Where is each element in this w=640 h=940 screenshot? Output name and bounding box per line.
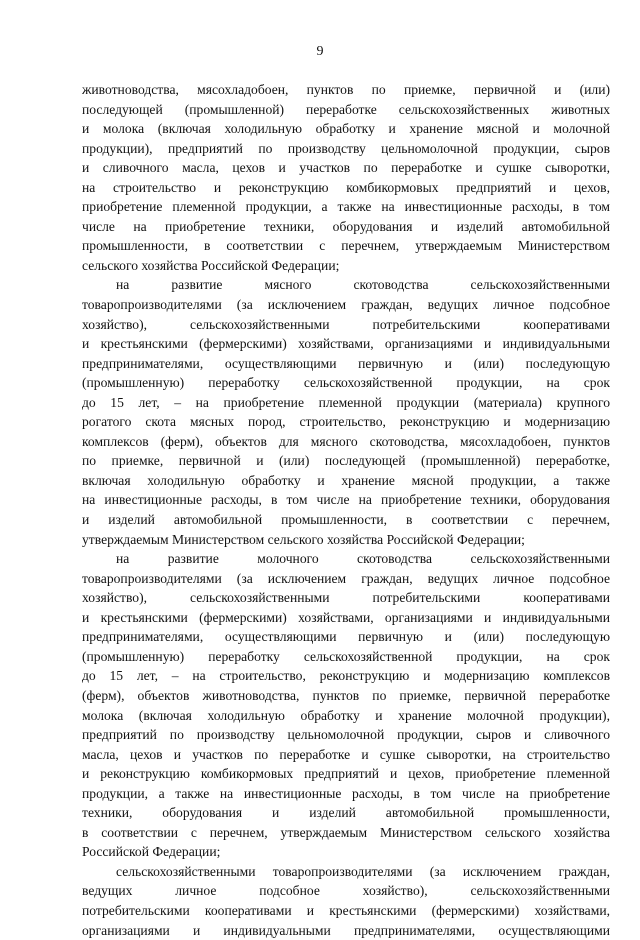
text-line: животноводства, мясохладобоен, пунктов по приемке, первичной и (или) — [82, 82, 610, 97]
text-line: рогатого скота мясных пород, строительство, реконструкцию и модернизацию — [82, 414, 610, 430]
text-line: масла, цехов и участков по переработке и сушке сыворотки, на строительство — [82, 746, 610, 762]
text-line: и крестьянскими (фермерскими) хозяйствами, организациями и индивидуальными — [82, 609, 610, 625]
text-line: товаропроизводителями (за исключением граждан, ведущих личное подсобное — [82, 297, 610, 313]
text-line: продукции, а также на инвестиционные расходы, в том числе на приобретение — [82, 785, 610, 801]
text-line: на строительство и реконструкцию комбикормовых предприятий и цехов, — [82, 179, 610, 195]
text-line: приобретение племенной продукции, а также на инвестиционные расходы, в том — [82, 199, 610, 215]
text-line: молока (включая холодильную обработку и хранение молочной продукции), — [82, 707, 610, 723]
text-line: числе на приобретение техники, оборудования и изделий автомобильной — [82, 218, 610, 234]
text-line: сельскохозяйственными товаропроизводителями (за исключением граждан, — [116, 863, 610, 879]
text-line: предпринимателями, осуществляющими первичную и (или) последующую — [82, 629, 610, 645]
text-line: и реконструкцию комбикормовых предприятий и цехов, приобретение племенной — [82, 766, 610, 782]
text-line: потребительскими кооперативами и крестьянскими (фермерскими) хозяйствами, — [82, 902, 610, 918]
text-line: предприятий по производству цельномолочной продукции, сыров и сливочного — [82, 727, 610, 743]
text-line: (промышленную) переработку сельскохозяйственной продукции, на срок — [82, 648, 610, 664]
text-line: Российской Федерации; — [82, 844, 221, 860]
text-line: ведущих личное подсобное хозяйство), сельскохозяйственными — [82, 883, 610, 899]
text-line: до 15 лет, – на строительство, реконструкцию и модернизацию комплексов — [82, 668, 610, 684]
text-line: включая холодильную обработку и хранение мясной продукции, а также — [82, 472, 610, 488]
document-body — [82, 80, 610, 940]
text-line: и изделий автомобильной промышленности, в соответствии с перечнем, — [82, 512, 610, 528]
text-line: на развитие молочного скотоводства сельскохозяйственными — [116, 551, 610, 567]
text-line: организациями и индивидуальными предпринимателями, осуществляющими — [82, 922, 610, 938]
text-line: и молока (включая холодильную обработку и хранение мясной и молочной — [82, 121, 610, 137]
text-line: (ферм), объектов животноводства, пунктов по приемке, первичной переработке — [82, 687, 610, 703]
text-line: продукции), предприятий по производству цельномолочной продукции, сыров — [82, 140, 610, 156]
text-line: на развитие мясного скотоводства сельскохозяйственными — [116, 277, 610, 293]
text-line: промышленности, в соответствии с перечнем, утверждаемым Министерством — [82, 238, 610, 254]
text-line: сельского хозяйства Российской Федерации; — [82, 257, 340, 273]
text-line: и сливочного масла, цехов и участков по переработке и сушке сыворотки, — [82, 160, 610, 176]
text-line: и крестьянскими (фермерскими) хозяйствами, организациями и индивидуальными — [82, 336, 610, 352]
text-line: по приемке, первичной и (или) последующей (промышленной) переработке, — [82, 453, 610, 469]
page-number: 9 — [316, 44, 324, 59]
text-line: товаропроизводителями (за исключением граждан, ведущих личное подсобное — [82, 570, 610, 586]
text-line: техники, оборудования и изделий автомобильной промышленности, — [82, 805, 610, 821]
text-line: хозяйство), сельскохозяйственными потребительскими кооперативами — [82, 316, 610, 332]
text-line: утверждаемым Министерством сельского хозяйства Российской Федерации; — [82, 531, 525, 547]
text-line: (промышленную) переработку сельскохозяйственной продукции, на срок — [82, 375, 610, 391]
text-line: на инвестиционные расходы, в том числе на приобретение техники, оборудования — [82, 492, 610, 508]
text-line: хозяйство), сельскохозяйственными потребительскими кооперативами — [82, 590, 610, 606]
text-line: комплексов (ферм), объектов для мясного скотоводства, мясохладобоен, пунктов — [82, 433, 610, 449]
text-line: в соответствии с перечнем, утверждаемым Министерством сельского хозяйства — [82, 824, 610, 840]
text-line: последующей (промышленной) переработке сельскохозяйственных животных — [82, 101, 610, 117]
text-line: до 15 лет, – на приобретение племенной продукции (материала) крупного — [82, 394, 610, 410]
text-line: предпринимателями, осуществляющими первичную и (или) последующую — [82, 355, 610, 371]
